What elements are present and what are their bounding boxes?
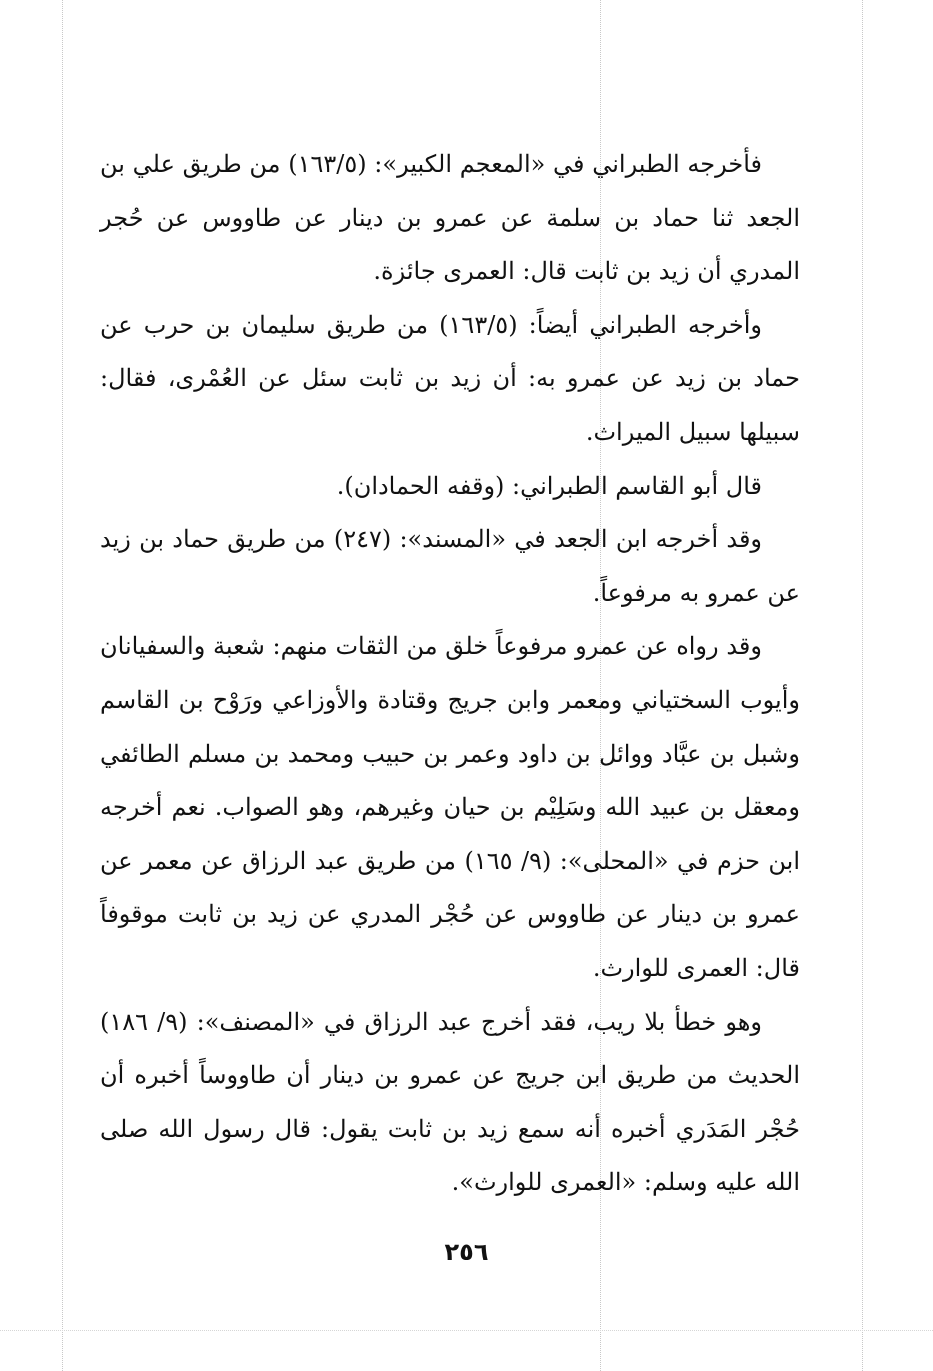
paragraph-abu-qasim: قال أبو القاسم الطبراني: (وقفه الحمادان). (336, 471, 762, 500)
page-number: ٢٥٦ (444, 1238, 489, 1266)
paragraph-tabarani-also: وأخرجه الطبراني أيضاً: (١٦٣/٥) من طريق سليمان بن حرب عن حماد بن زيد عن عمرو به: أن زيد بن ثابت سئل عن العُمْرى، فقال: سبيلها سبيل الميراث. (100, 310, 800, 446)
margin-guide-left (62, 0, 63, 1371)
bottom-guide-line (0, 1330, 933, 1331)
page-body (100, 138, 800, 1210)
paragraph-narrators: وقد رواه عن عمرو مرفوعاً خلق من الثقات منهم: شعبة والسفيانان وأيوب السختياني ومعمر وابن جريج وقتادة والأوزاعي ورَوْح بن القاسم وشبل بن عبَّاد ووائل بن داود وعمر بن حبيب ومحمد بن مسلم الطائفي ومعقل بن عبيد الله وسَلِيْم بن حيان وغيرهم، وهو الصواب. نعم أخرجه ابن حزم في «المحلى»: (٩/ ١٦٥) من طريق عبد الرزاق عن معمر عن عمرو بن دينار عن طاووس عن حُجْر المدري عن زيد بن ثابت موقوفاً قال: العمرى للوارث. (100, 632, 800, 982)
paragraph-tabarani-kabir: فأخرجه الطبراني في «المعجم الكبير»: (١٦٣/٥) من طريق علي بن الجعد ثنا حماد بن سلمة عن عمرو بن دينار عن طاووس عن حُجر المدري أن زيد بن ثابت قال: العمرى جائزة. (100, 150, 800, 286)
paragraph-error: وهو خطأ بلا ريب، فقد أخرج عبد الرزاق في «المصنف»: (٩/ ١٨٦) الحديث من طريق ابن جريج عن عمرو بن دينار أن طاووساً أخبره أن حُجْر المَدَري أخبره أنه سمع زيد بن ثابت يقول: قال رسول الله صلى الله عليه وسلم: «العمرى للوارث». (100, 1007, 800, 1197)
paragraph-ibn-jaad: وقد أخرجه ابن الجعد في «المسند»: (٢٤٧) من طريق حماد بن زيد عن عمرو به مرفوعاً. (100, 525, 800, 607)
margin-guide-right (862, 0, 863, 1371)
